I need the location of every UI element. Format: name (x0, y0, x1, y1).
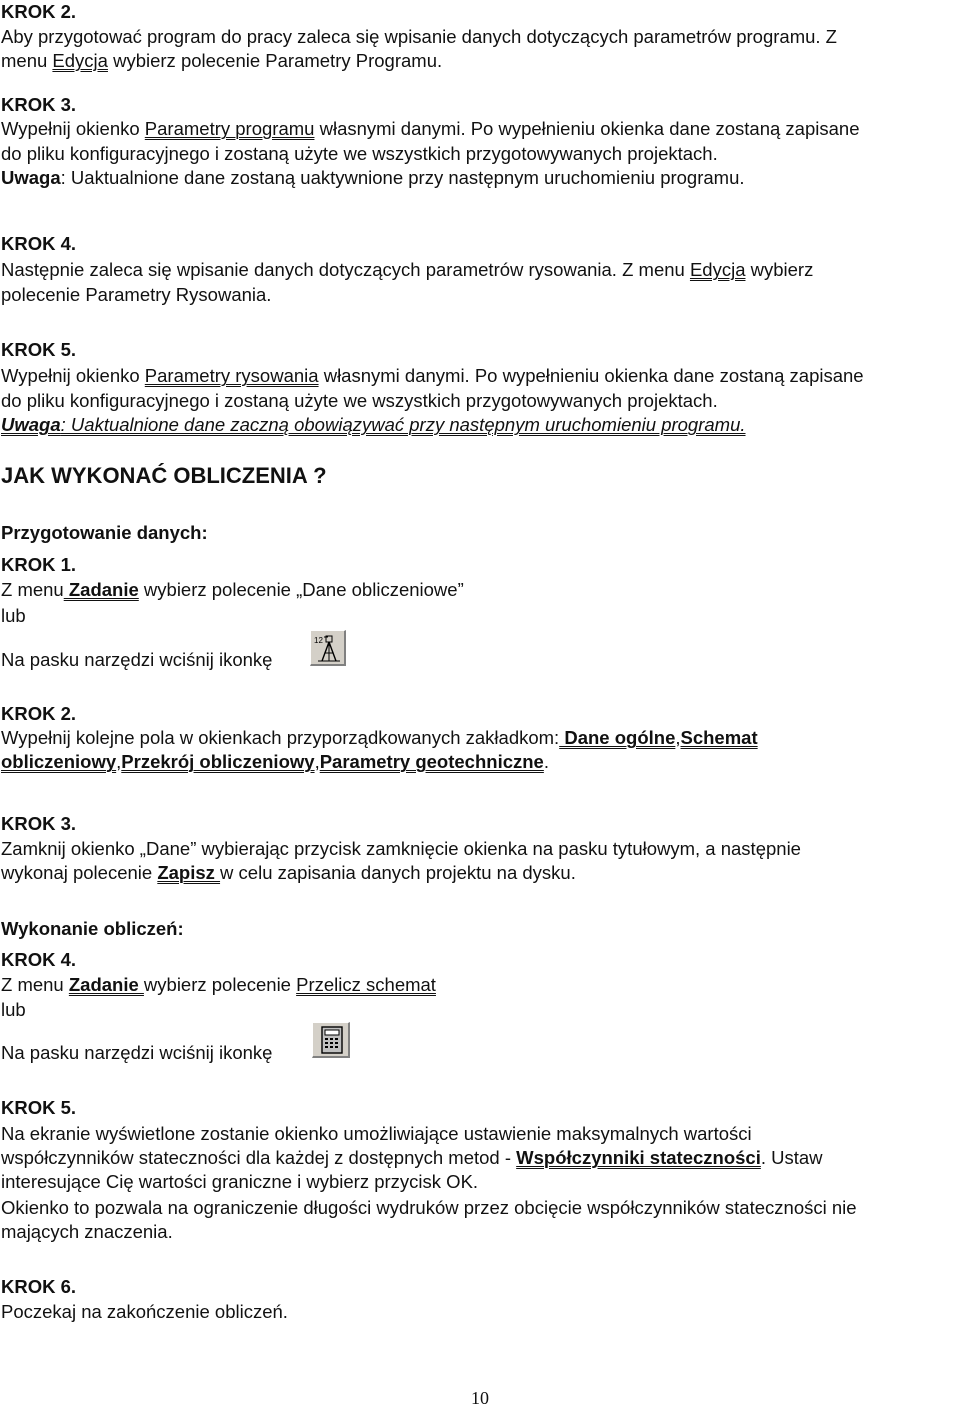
note-text: : Uaktualnione dane zostaną uaktywnione przy następnym uruchomieniu programu. (60, 167, 745, 188)
paragraph-line (1, 750, 549, 774)
paragraph-line: lub (1, 605, 26, 626)
step-label: KROK 4. (1, 233, 77, 254)
paragraph-line (1, 258, 813, 282)
text-run: , (675, 727, 681, 748)
tab-przekroj-link[interactable]: Przekrój obliczeniowy (121, 751, 315, 772)
tab-dane-ogolne-link[interactable]: Dane ogólne (559, 727, 676, 748)
menu-zadanie-link[interactable]: Zadanie (63, 579, 139, 600)
text-run: współczynników stateczności dla każdej z dostępnych metod - (1, 1147, 517, 1168)
step-label: KROK 3. (1, 94, 77, 115)
text-run: . Ustaw (760, 1147, 823, 1168)
step-label: KROK 4. (1, 949, 77, 970)
calculator-icon[interactable] (312, 1022, 350, 1058)
step-label: KROK 2. (1, 1, 77, 22)
text-run: menu (1, 50, 53, 71)
paragraph-line: mających znaczenia. (1, 1221, 173, 1242)
text-run: Z menu (1, 579, 64, 600)
paragraph-line (1, 861, 576, 885)
page-number: 10 (471, 1388, 489, 1408)
paragraph-line (1, 578, 464, 602)
paragraph-line (1, 117, 860, 141)
paragraph-line: Aby przygotować program do pracy zaleca się wpisanie danych dotyczących parametrów programu. Z (1, 26, 837, 47)
section-heading: Wykonanie obliczeń: (1, 918, 184, 939)
text-run: wybierz polecenie „Dane obliczeniowe” (138, 579, 464, 600)
menu-edycja-link[interactable]: Edycja (52, 50, 108, 71)
tab-parametry-geotechniczne-link[interactable]: Parametry geotechniczne (319, 751, 544, 772)
text-run: wybierz (745, 259, 814, 280)
section-heading: Przygotowanie danych: (1, 522, 208, 543)
paragraph-line (1, 49, 442, 73)
text-run: Z menu (1, 974, 69, 995)
text-run: , (116, 751, 122, 772)
wspolczynniki-statecznosci-link[interactable]: Współczynniki stateczności (516, 1147, 761, 1168)
tab-schemat-link[interactable]: Schemat (680, 727, 758, 748)
text-run: . (543, 751, 549, 772)
step-label: KROK 1. (1, 554, 77, 575)
text-run: wybierz polecenie Parametry Programu. (107, 50, 443, 71)
text-run: własnymi danymi. Po wypełnieniu okienka dane zostaną zapisane (314, 118, 860, 139)
text-run: Wypełnij okienko (1, 365, 145, 386)
step-label: KROK 3. (1, 813, 77, 834)
paragraph-line (1, 364, 864, 388)
text-run: , (314, 751, 320, 772)
paragraph-line (1, 973, 436, 997)
paragraph-line: do pliku konfiguracyjnego i zostaną użyte we wszystkich przygotowywanych projektach. (1, 390, 718, 411)
pile-calc-icon[interactable] (310, 630, 346, 666)
note-label: Uwaga (1, 167, 61, 188)
menu-zadanie-link[interactable]: Zadanie (68, 974, 144, 995)
step-label: KROK 6. (1, 1276, 77, 1297)
paragraph-line (1, 726, 758, 750)
calculator-icon-graphic (313, 1023, 349, 1057)
paragraph-line: Poczekaj na zakończenie obliczeń. (1, 1301, 288, 1322)
przelicz-schemat-link[interactable]: Przelicz schemat (296, 974, 436, 995)
paragraph-line: Na ekranie wyświetlone zostanie okienko umożliwiające ustawienie maksymalnych wartości (1, 1123, 752, 1144)
paragraph-line: lub (1, 999, 26, 1020)
paragraph-line: polecenie Parametry Rysowania. (1, 284, 272, 305)
svg-text:12: 12 (314, 636, 323, 645)
paragraph-line: Na pasku narzędzi wciśnij ikonkę (1, 649, 273, 670)
main-heading: JAK WYKONAĆ OBLICZENIA ? (1, 463, 327, 488)
text-run: własnymi danymi. Po wypełnieniu okienka dane zostaną zapisane (318, 365, 864, 386)
paragraph-line: interesujące Cię wartości graniczne i wybierz przycisk OK. (1, 1171, 479, 1192)
tab-schemat-link-cont[interactable]: obliczeniowy (1, 751, 117, 772)
paragraph-line: Okienko to pozwala na ograniczenie długości wydruków przez obcięcie współczynników stateczności nie (1, 1197, 857, 1218)
text-run: wybierz polecenie (143, 974, 297, 995)
note-label: Uwaga (1, 414, 61, 435)
menu-edycja-link[interactable]: Edycja (689, 259, 746, 280)
text-run: Wypełnij kolejne pola w okienkach przyporządkowanych zakładkom: (1, 727, 560, 748)
paragraph-line (1, 1146, 823, 1170)
step-label: KROK 5. (1, 1097, 77, 1118)
text-run: wykonaj polecenie (1, 862, 158, 883)
text-run: Następnie zaleca się wpisanie danych dotyczących parametrów rysowania. Z menu (1, 259, 690, 280)
step-label: KROK 5. (1, 339, 77, 360)
paragraph-line: do pliku konfiguracyjnego i zostaną użyte we wszystkich przygotowywanych projektach. (1, 143, 718, 164)
zapisz-command-link[interactable]: Zapisz (157, 862, 221, 883)
parametry-programu-link[interactable]: Parametry programu (144, 118, 315, 139)
paragraph-line: Na pasku narzędzi wciśnij ikonkę (1, 1042, 273, 1063)
text-run: Wypełnij okienko (1, 118, 145, 139)
pile-calc-icon-graphic (311, 631, 345, 665)
step-label: KROK 2. (1, 703, 77, 724)
note-text: : Uaktualnione dane zaczną obowiązywać przy następnym uruchomieniu programu. (60, 414, 746, 435)
note-line (1, 413, 746, 437)
paragraph-line: Zamknij okienko „Dane” wybierając przycisk zamknięcie okienka na pasku tytułowym, a następnie (1, 838, 801, 859)
text-run: w celu zapisania danych projektu na dysku. (220, 862, 576, 883)
note-line (1, 166, 745, 190)
parametry-rysowania-link[interactable]: Parametry rysowania (144, 365, 319, 386)
